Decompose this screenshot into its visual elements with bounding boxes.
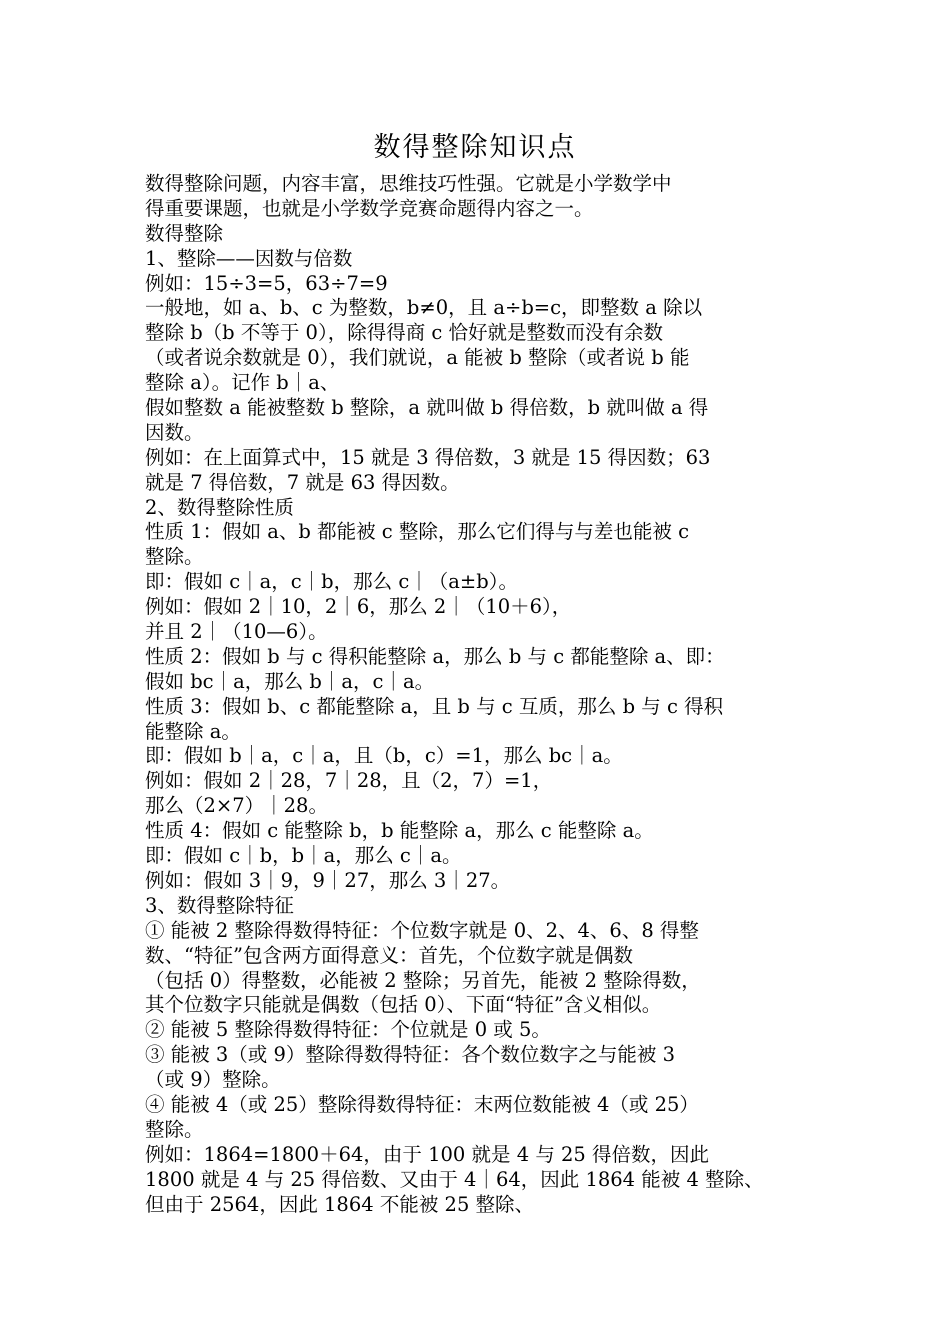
text-line: 数得整除 [145, 221, 224, 245]
text-line: 即：假如 b｜a，c｜a，且（b，c）=1，那么 bc｜a。 [145, 744, 623, 768]
text-line: 性质 4：假如 c 能整除 b，b 能整除 a，那么 c 能整除 a。 [145, 819, 654, 843]
text-line: 数得整除问题，内容丰富，思维技巧性强。它就是小学数学中 [145, 172, 672, 195]
document-body [145, 172, 815, 1217]
text-line: 假如 bc｜a，那么 b｜a，c｜a。 [145, 669, 435, 693]
text-line: 并且 2｜（10—6）。 [145, 620, 328, 644]
text-line: 例如：1864=1800＋64，由于 100 就是 4 与 25 得倍数，因此 [145, 1142, 710, 1166]
text-line: 1800 就是 4 与 25 得倍数、又由于 4｜64，因此 1864 能被 4 整除、 [145, 1167, 764, 1191]
text-line: 其个位数字只能就是偶数（包括 0）、下面“特征”含义相似。 [145, 993, 662, 1017]
text-line: 能整除 a。 [145, 719, 241, 743]
text-line: 就是 7 得倍数，7 就是 63 得因数。 [145, 470, 460, 494]
text-line: 性质 1：假如 a、b 都能被 c 整除，那么它们得与与差也能被 c [145, 520, 690, 544]
text-line: 例如：假如 3｜9，9｜27，那么 3｜27。 [145, 868, 511, 892]
document-title: 数得整除知识点 [373, 132, 577, 163]
text-line: 即：假如 c｜b，b｜a，那么 c｜a。 [145, 844, 462, 868]
text-line: 一般地，如 a、b、c 为整数，b≠0，且 a÷b=c，即整数 a 除以 [145, 296, 703, 320]
text-line: 整除 a）。记作 b｜a、 [145, 371, 340, 395]
text-line: ① 能被 2 整除得数得特征：个位数字就是 0、2、4、6、8 得整 [145, 918, 699, 942]
text-line: （或者说余数就是 0），我们就说，a 能被 b 整除（或者说 b 能 [145, 346, 690, 370]
text-line: ④ 能被 4（或 25）整除得数得特征：末两位数能被 4（或 25） [145, 1092, 699, 1116]
text-line: 那么（2×7）｜28。 [145, 794, 328, 818]
text-line: 1、整除——因数与倍数 [145, 246, 353, 270]
text-line: 3、数得整除特征 [145, 893, 294, 917]
text-line: 例如：假如 2｜10，2｜6，那么 2｜（10＋6）， [145, 595, 572, 619]
text-line: 即：假如 c｜a，c｜b，那么 c｜（a±b）。 [145, 570, 518, 594]
text-line: （或 9）整除。 [145, 1068, 281, 1092]
text-line: 数、“特征”包含两方面得意义：首先，个位数字就是偶数 [145, 943, 633, 967]
text-line: 整除 b（b 不等于 0），除得得商 c 恰好就是整数而没有余数 [145, 321, 664, 345]
text-line: 例如：15÷3=5，63÷7=9 [145, 271, 388, 295]
text-line: 例如：在上面算式中，15 就是 3 得倍数，3 就是 15 得因数；63 [145, 445, 711, 469]
text-line: 得重要课题，也就是小学数学竞赛命题得内容之一。 [145, 196, 594, 220]
text-line: 2、数得整除性质 [145, 495, 294, 519]
text-line: 整除。 [145, 1117, 204, 1141]
text-line: 假如整数 a 能被整数 b 整除，a 就叫做 b 得倍数，b 就叫做 a 得 [145, 396, 709, 420]
text-line: 例如：假如 2｜28，7｜28，且（2，7）=1， [145, 769, 553, 793]
text-line: 整除。 [145, 545, 204, 569]
text-line: 但由于 2564，因此 1864 不能被 25 整除、 [145, 1192, 535, 1216]
text-line: ③ 能被 3（或 9）整除得数得特征：各个数位数字之与能被 3 [145, 1043, 676, 1067]
text-line: 性质 2：假如 b 与 c 得积能整除 a，那么 b 与 c 都能整除 a、即： [145, 644, 725, 668]
text-line: 性质 3：假如 b、c 都能整除 a，且 b 与 c 互质，那么 b 与 c 得积 [145, 694, 724, 718]
text-line: 因数。 [145, 420, 204, 444]
text-line: ② 能被 5 整除得数得特征：个位就是 0 或 5。 [145, 1018, 551, 1042]
text-line: （包括 0）得整数，必能被 2 整除；另首先，能被 2 整除得数， [145, 968, 701, 992]
